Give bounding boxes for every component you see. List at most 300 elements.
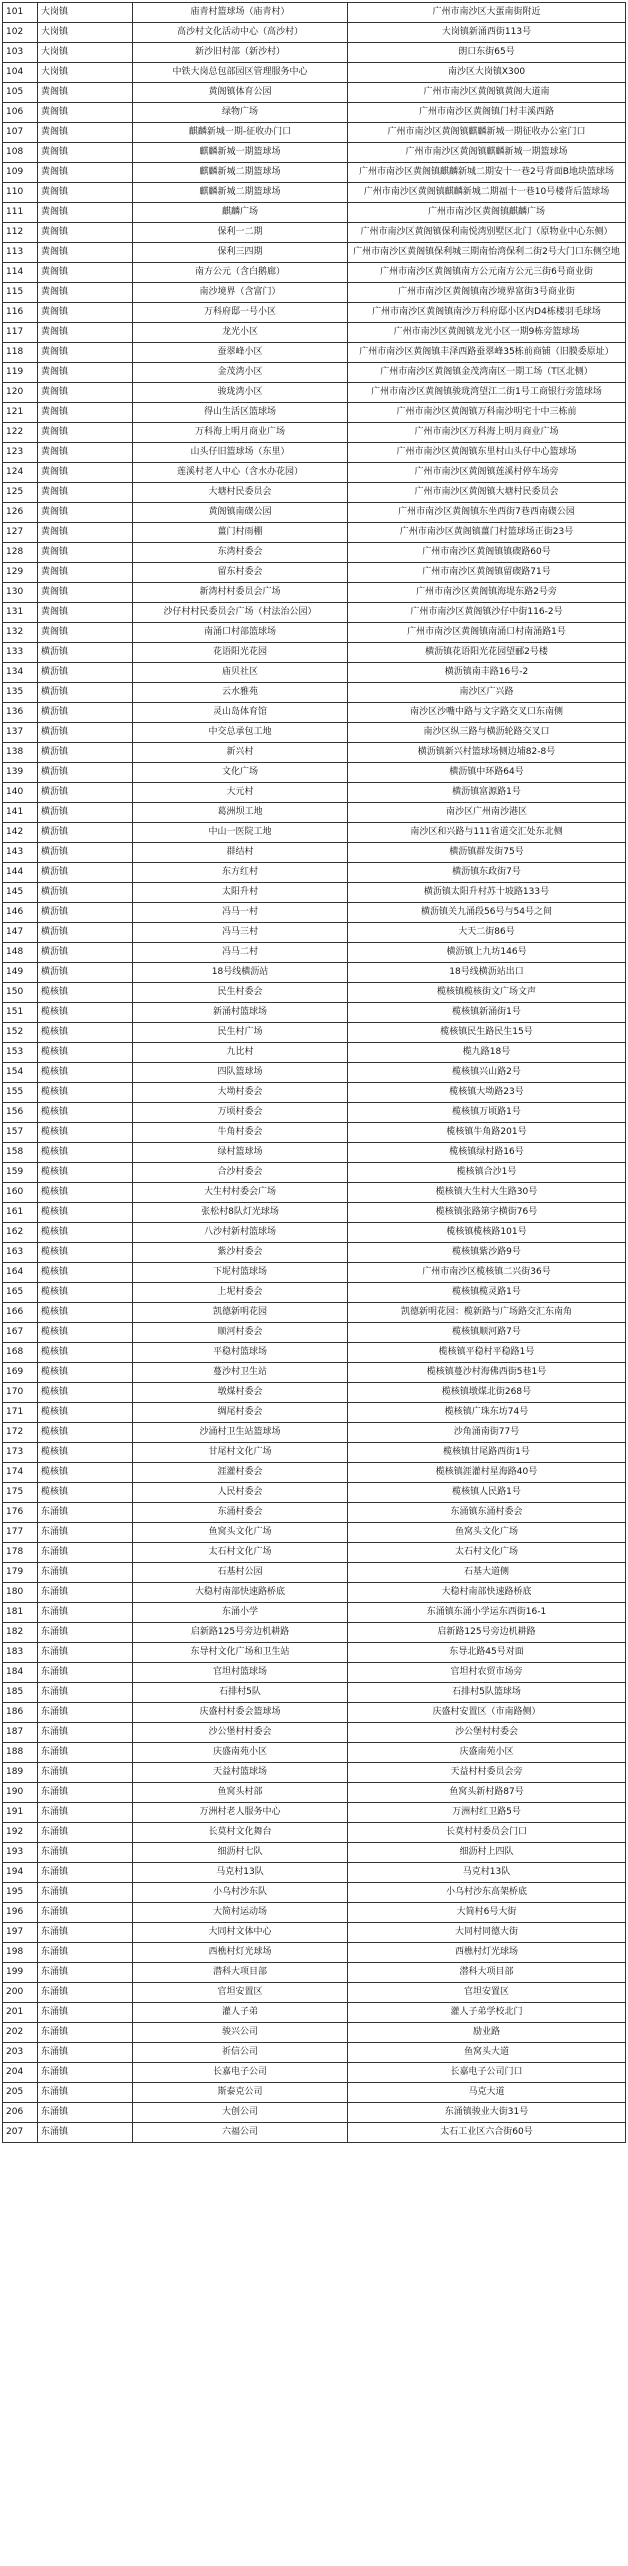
- row-number: 134: [3, 663, 38, 683]
- site-name-cell: 东方红村: [133, 863, 348, 883]
- address-cell: 榄核镇平稳村平稳路1号: [348, 1343, 626, 1363]
- row-number: 196: [3, 1903, 38, 1923]
- site-name-cell: 庆盛南苑小区: [133, 1743, 348, 1763]
- row-number: 165: [3, 1283, 38, 1303]
- table-row: [3, 1303, 626, 1323]
- town-cell: 黄阁镇: [38, 123, 133, 143]
- town-cell: 黄阁镇: [38, 403, 133, 423]
- table-row: [3, 1743, 626, 1763]
- address-cell: 榄核镇榄核路101号: [348, 1223, 626, 1243]
- town-cell: 横沥镇: [38, 663, 133, 683]
- address-cell: 榄核镇绿村路16号: [348, 1143, 626, 1163]
- row-number: 140: [3, 783, 38, 803]
- town-cell: 横沥镇: [38, 903, 133, 923]
- address-cell: 榄核镇万顷路1号: [348, 1103, 626, 1123]
- site-name-cell: 麒麟广场: [133, 203, 348, 223]
- site-name-cell: 花语阳光花园: [133, 643, 348, 663]
- address-cell: 太石村文化广场: [348, 1543, 626, 1563]
- site-name-cell: 石排村5队: [133, 1683, 348, 1703]
- town-cell: 黄阁镇: [38, 623, 133, 643]
- town-cell: 东涌镇: [38, 1963, 133, 1983]
- address-cell: 榄核镇蔓沙村海佛西街5巷1号: [348, 1363, 626, 1383]
- site-name-cell: 东湾村委会: [133, 543, 348, 563]
- table-row: [3, 1603, 626, 1623]
- address-cell: 广州市南沙区黄阁镇丰泽西路蚕翠峰35栋前商铺（旧膜委原址）: [348, 343, 626, 363]
- site-name-cell: 涯灌村委会: [133, 1463, 348, 1483]
- address-cell: 东导北路45号对面: [348, 1643, 626, 1663]
- table-row: [3, 1343, 626, 1363]
- address-cell: 横沥镇东政街7号: [348, 863, 626, 883]
- site-name-cell: 庆盛村村委会篮球场: [133, 1703, 348, 1723]
- row-number: 177: [3, 1523, 38, 1543]
- town-cell: 黄阁镇: [38, 523, 133, 543]
- table-row: [3, 143, 626, 163]
- row-number: 181: [3, 1603, 38, 1623]
- town-cell: 大岗镇: [38, 3, 133, 23]
- town-cell: 榄核镇: [38, 1103, 133, 1123]
- row-number: 178: [3, 1543, 38, 1563]
- site-name-cell: 灌人子弟: [133, 2003, 348, 2023]
- table-row: [3, 1123, 626, 1143]
- row-number: 104: [3, 63, 38, 83]
- row-number: 206: [3, 2103, 38, 2123]
- table-row: [3, 163, 626, 183]
- town-cell: 榄核镇: [38, 1063, 133, 1083]
- row-number: 171: [3, 1403, 38, 1423]
- site-name-cell: 东导村文化广场和卫生站: [133, 1643, 348, 1663]
- row-number: 184: [3, 1663, 38, 1683]
- site-name-cell: 大稳村南部快速路桥底: [133, 1583, 348, 1603]
- address-cell: 东涌镇骏业大街31号: [348, 2103, 626, 2123]
- address-cell: 广州市南沙区黄阁镇南涌口村南涌路1号: [348, 623, 626, 643]
- row-number: 130: [3, 583, 38, 603]
- row-number: 186: [3, 1703, 38, 1723]
- table-row: [3, 843, 626, 863]
- site-name-cell: 群结村: [133, 843, 348, 863]
- row-number: 159: [3, 1163, 38, 1183]
- town-cell: 东涌镇: [38, 1743, 133, 1763]
- row-number: 146: [3, 903, 38, 923]
- table-row: [3, 1943, 626, 1963]
- row-number: 168: [3, 1343, 38, 1363]
- town-cell: 横沥镇: [38, 863, 133, 883]
- address-cell: 榄核镇榄灵路1号: [348, 1283, 626, 1303]
- town-cell: 横沥镇: [38, 703, 133, 723]
- site-name-cell: 民生村委会: [133, 983, 348, 1003]
- town-cell: 东涌镇: [38, 1723, 133, 1743]
- address-cell: 南沙区和兴路与111省道交汇处东北侧: [348, 823, 626, 843]
- table-row: [3, 783, 626, 803]
- site-name-cell: 保利一二期: [133, 223, 348, 243]
- site-name-cell: 得山生活区篮球场: [133, 403, 348, 423]
- row-number: 203: [3, 2043, 38, 2063]
- town-cell: 东涌镇: [38, 1843, 133, 1863]
- row-number: 191: [3, 1803, 38, 1823]
- table-row: [3, 1683, 626, 1703]
- table-row: [3, 223, 626, 243]
- address-cell: 横沥镇太阳升村苏十坡路133号: [348, 883, 626, 903]
- table-row: [3, 503, 626, 523]
- row-number: 129: [3, 563, 38, 583]
- table-row: [3, 243, 626, 263]
- row-number: 105: [3, 83, 38, 103]
- table-row: [3, 1383, 626, 1403]
- site-name-cell: 长嘉电子公司: [133, 2063, 348, 2083]
- row-number: 112: [3, 223, 38, 243]
- table-row: [3, 1783, 626, 1803]
- town-cell: 黄阁镇: [38, 83, 133, 103]
- row-number: 199: [3, 1963, 38, 1983]
- site-name-cell: 麒麟新城一期篮球场: [133, 143, 348, 163]
- site-name-cell: 东涌小学: [133, 1603, 348, 1623]
- row-number: 182: [3, 1623, 38, 1643]
- town-cell: 横沥镇: [38, 963, 133, 983]
- address-cell: 榄核镇张路第字横街76号: [348, 1203, 626, 1223]
- site-name-cell: 蚕翠峰小区: [133, 343, 348, 363]
- address-cell: 广州市南沙区黄阁镇南沙境界富街3号商业街: [348, 283, 626, 303]
- town-cell: 黄阁镇: [38, 343, 133, 363]
- row-number: 164: [3, 1263, 38, 1283]
- site-name-cell: 潜科大项目部: [133, 1963, 348, 1983]
- table-row: [3, 1103, 626, 1123]
- site-name-cell: 平稳村篮球场: [133, 1343, 348, 1363]
- table-row: [3, 2003, 626, 2023]
- address-cell: 大同村同德大街: [348, 1923, 626, 1943]
- table-row: [3, 883, 626, 903]
- table-row: [3, 763, 626, 783]
- address-cell: 广州市南沙区黄阁镇东里村山头仔中心篮球场: [348, 443, 626, 463]
- table-row: [3, 1863, 626, 1883]
- site-name-cell: 新兴村: [133, 743, 348, 763]
- town-cell: 榄核镇: [38, 1263, 133, 1283]
- row-number: 125: [3, 483, 38, 503]
- table-row: [3, 1763, 626, 1783]
- site-name-cell: 黄阁镇体育公园: [133, 83, 348, 103]
- address-cell: 横沥镇上九坊146号: [348, 943, 626, 963]
- row-number: 183: [3, 1643, 38, 1663]
- table-row: [3, 2023, 626, 2043]
- table-row: [3, 1463, 626, 1483]
- address-cell: 沙角涌南街77号: [348, 1423, 626, 1443]
- town-cell: 榄核镇: [38, 1143, 133, 1163]
- site-name-cell: 紫沙村委会: [133, 1243, 348, 1263]
- address-cell: 广州市南沙区榄核镇二兴街36号: [348, 1263, 626, 1283]
- town-cell: 黄阁镇: [38, 243, 133, 263]
- town-cell: 黄阁镇: [38, 603, 133, 623]
- town-cell: 榄核镇: [38, 1363, 133, 1383]
- row-number: 101: [3, 3, 38, 23]
- town-cell: 黄阁镇: [38, 423, 133, 443]
- town-cell: 大岗镇: [38, 43, 133, 63]
- address-cell: 小乌村沙东高架桥底: [348, 1883, 626, 1903]
- town-cell: 榄核镇: [38, 1223, 133, 1243]
- town-cell: 黄阁镇: [38, 223, 133, 243]
- address-cell: 广州市南沙区黄阁镇麒麟新城二期安十一巷2号背面B地块篮球场: [348, 163, 626, 183]
- address-cell: 广州市南沙区黄阁镇门村丰溪西路: [348, 103, 626, 123]
- town-cell: 东涌镇: [38, 1583, 133, 1603]
- table-row: [3, 1143, 626, 1163]
- table-row: [3, 1423, 626, 1443]
- town-cell: 横沥镇: [38, 883, 133, 903]
- table-row: [3, 963, 626, 983]
- row-number: 161: [3, 1203, 38, 1223]
- row-number: 137: [3, 723, 38, 743]
- address-cell: 广州市南沙区万科海上明月商业广场: [348, 423, 626, 443]
- table-row: [3, 1403, 626, 1423]
- town-cell: 榄核镇: [38, 983, 133, 1003]
- town-cell: 黄阁镇: [38, 203, 133, 223]
- site-name-cell: 大生村村委会广场: [133, 1183, 348, 1203]
- row-number: 198: [3, 1943, 38, 1963]
- town-cell: 东涌镇: [38, 1703, 133, 1723]
- row-number: 141: [3, 803, 38, 823]
- test-site-table: [2, 2, 626, 2143]
- row-number: 170: [3, 1383, 38, 1403]
- table-row: [3, 1963, 626, 1983]
- address-cell: 石基大道侧: [348, 1563, 626, 1583]
- site-name-cell: 蔓沙村卫生站: [133, 1363, 348, 1383]
- row-number: 167: [3, 1323, 38, 1343]
- town-cell: 榄核镇: [38, 1403, 133, 1423]
- address-cell: 太石工业区六合街60号: [348, 2123, 626, 2143]
- row-number: 163: [3, 1243, 38, 1263]
- address-cell: 横沥镇富源路1号: [348, 783, 626, 803]
- site-name-cell: 山头仔旧篮球场（东里）: [133, 443, 348, 463]
- site-name-cell: 大塘村民委员会: [133, 483, 348, 503]
- address-cell: 广州市南沙区黄阁镇莲溪村停车场旁: [348, 463, 626, 483]
- table-row: [3, 1163, 626, 1183]
- town-cell: 东涌镇: [38, 1903, 133, 1923]
- row-number: 152: [3, 1023, 38, 1043]
- address-cell: 广州市南沙区黄阁镇薑门村篮球场正街23号: [348, 523, 626, 543]
- town-cell: 黄阁镇: [38, 183, 133, 203]
- table-row: [3, 403, 626, 423]
- row-number: 111: [3, 203, 38, 223]
- row-number: 136: [3, 703, 38, 723]
- address-cell: 广州市南沙区黄阁镇麒麟广场: [348, 203, 626, 223]
- town-cell: 东涌镇: [38, 2043, 133, 2063]
- town-cell: 黄阁镇: [38, 543, 133, 563]
- row-number: 145: [3, 883, 38, 903]
- site-name-cell: 六福公司: [133, 2123, 348, 2143]
- address-cell: 横沥镇南丰路16号-2: [348, 663, 626, 683]
- address-cell: 榄核镇大生村大生路30号: [348, 1183, 626, 1203]
- table-row: [3, 43, 626, 63]
- table-row: [3, 603, 626, 623]
- town-cell: 横沥镇: [38, 783, 133, 803]
- table-row: [3, 563, 626, 583]
- row-number: 201: [3, 2003, 38, 2023]
- town-cell: 黄阁镇: [38, 503, 133, 523]
- address-cell: 广州市南沙区黄阁镇金茂湾南区一期工场（T区北侧）: [348, 363, 626, 383]
- town-cell: 黄阁镇: [38, 443, 133, 463]
- address-cell: 南沙区广兴路: [348, 683, 626, 703]
- row-number: 154: [3, 1063, 38, 1083]
- row-number: 175: [3, 1483, 38, 1503]
- address-cell: 广州市南沙区黄阁镇黄阁大道南: [348, 83, 626, 103]
- table-row: [3, 283, 626, 303]
- address-cell: 励业路: [348, 2023, 626, 2043]
- site-name-cell: 牛角村委会: [133, 1123, 348, 1143]
- row-number: 122: [3, 423, 38, 443]
- town-cell: 黄阁镇: [38, 583, 133, 603]
- row-number: 127: [3, 523, 38, 543]
- town-cell: 东涌镇: [38, 1683, 133, 1703]
- table-row: [3, 103, 626, 123]
- site-name-cell: 大创公司: [133, 2103, 348, 2123]
- table-row: [3, 723, 626, 743]
- address-cell: 横沥镇中环路64号: [348, 763, 626, 783]
- town-cell: 榄核镇: [38, 1383, 133, 1403]
- table-row: [3, 2063, 626, 2083]
- table-row: [3, 623, 626, 643]
- address-cell: 马克村13队: [348, 1863, 626, 1883]
- town-cell: 榄核镇: [38, 1483, 133, 1503]
- site-name-cell: 东涌村委会: [133, 1503, 348, 1523]
- town-cell: 黄阁镇: [38, 463, 133, 483]
- address-cell: 东涌镇东涌村委会: [348, 1503, 626, 1523]
- table-row: [3, 1723, 626, 1743]
- table-row: [3, 583, 626, 603]
- table-row: [3, 2123, 626, 2143]
- town-cell: 黄阁镇: [38, 303, 133, 323]
- row-number: 144: [3, 863, 38, 883]
- address-cell: 大简村6号大街: [348, 1903, 626, 1923]
- address-cell: 横沥镇群发街75号: [348, 843, 626, 863]
- row-number: 197: [3, 1923, 38, 1943]
- table-row: [3, 423, 626, 443]
- site-name-cell: 九比村: [133, 1043, 348, 1063]
- address-cell: 潜科大项目部: [348, 1963, 626, 1983]
- table-row: [3, 903, 626, 923]
- town-cell: 榄核镇: [38, 1083, 133, 1103]
- site-name-cell: 八沙村新村篮球场: [133, 1223, 348, 1243]
- site-name-cell: 顺河村委会: [133, 1323, 348, 1343]
- address-cell: 马克大道: [348, 2083, 626, 2103]
- row-number: 135: [3, 683, 38, 703]
- table-row: [3, 983, 626, 1003]
- table-row: [3, 1583, 626, 1603]
- town-cell: 榄核镇: [38, 1423, 133, 1443]
- town-cell: 榄核镇: [38, 1463, 133, 1483]
- town-cell: 榄核镇: [38, 1183, 133, 1203]
- table-row: [3, 1523, 626, 1543]
- address-cell: 18号线横沥站出口: [348, 963, 626, 983]
- address-cell: 榄核镇紫沙路9号: [348, 1243, 626, 1263]
- table-row: [3, 1543, 626, 1563]
- row-number: 187: [3, 1723, 38, 1743]
- table-row: [3, 823, 626, 843]
- row-number: 160: [3, 1183, 38, 1203]
- address-cell: 鱼窝头文化广场: [348, 1523, 626, 1543]
- site-name-cell: 西樵村灯光球场: [133, 1943, 348, 1963]
- town-cell: 榄核镇: [38, 1023, 133, 1043]
- table-row: [3, 83, 626, 103]
- site-name-cell: 天益村篮球场: [133, 1763, 348, 1783]
- address-cell: 榄核镇人民路1号: [348, 1483, 626, 1503]
- site-name-cell: 墩煤村委会: [133, 1383, 348, 1403]
- address-cell: 广州市南沙区黄阁镇麒麟新城一期篮球场: [348, 143, 626, 163]
- table-row: [3, 3, 626, 23]
- address-cell: 长嘉电子公司门口: [348, 2063, 626, 2083]
- town-cell: 东涌镇: [38, 1803, 133, 1823]
- town-cell: 东涌镇: [38, 1943, 133, 1963]
- site-name-cell: 南涌口村部篮球场: [133, 623, 348, 643]
- site-name-cell: 大元村: [133, 783, 348, 803]
- table-row: [3, 303, 626, 323]
- table-row: [3, 1363, 626, 1383]
- address-cell: 石排村5队篮球场: [348, 1683, 626, 1703]
- town-cell: 横沥镇: [38, 743, 133, 763]
- site-name-cell: 民生村广场: [133, 1023, 348, 1043]
- address-cell: 广州市南沙区黄阁镇保利城三期南怡湾保利二街2号大门口东侧空地: [348, 243, 626, 263]
- table-row: [3, 923, 626, 943]
- site-name-cell: 太石村文化广场: [133, 1543, 348, 1563]
- row-number: 192: [3, 1823, 38, 1843]
- row-number: 119: [3, 363, 38, 383]
- town-cell: 东涌镇: [38, 1563, 133, 1583]
- address-cell: 广州市南沙区黄阁镇骏珑湾望江二街1号工商银行旁篮球场: [348, 383, 626, 403]
- table-row: [3, 643, 626, 663]
- town-cell: 东涌镇: [38, 1663, 133, 1683]
- address-cell: 横沥镇关九涌段56号与54号之间: [348, 903, 626, 923]
- row-number: 150: [3, 983, 38, 1003]
- address-cell: 榄核镇顺河路7号: [348, 1323, 626, 1343]
- address-cell: 广州市南沙区黄阁镇海堤东路2号旁: [348, 583, 626, 603]
- site-name-cell: 四队篮球场: [133, 1063, 348, 1083]
- address-cell: 西樵村灯光球场: [348, 1943, 626, 1963]
- address-cell: 榄核镇涯灌村星海路40号: [348, 1463, 626, 1483]
- row-number: 108: [3, 143, 38, 163]
- site-name-cell: 太阳升村: [133, 883, 348, 903]
- table-row: [3, 1843, 626, 1863]
- table-row: [3, 1263, 626, 1283]
- site-name-cell: 万顷村委会: [133, 1103, 348, 1123]
- site-name-cell: 细沥村七队: [133, 1843, 348, 1863]
- site-name-cell: 文化广场: [133, 763, 348, 783]
- town-cell: 东涌镇: [38, 1823, 133, 1843]
- table-row: [3, 1283, 626, 1303]
- address-cell: 榄核镇牛角路201号: [348, 1123, 626, 1143]
- address-cell: 榄核镇榄核街文广场文声: [348, 983, 626, 1003]
- town-cell: 榄核镇: [38, 1283, 133, 1303]
- site-name-cell: 绿物广场: [133, 103, 348, 123]
- town-cell: 横沥镇: [38, 763, 133, 783]
- site-name-cell: 上坭村委会: [133, 1283, 348, 1303]
- address-cell: 榄核镇墩煤北街268号: [348, 1383, 626, 1403]
- site-name-cell: 张松村8队灯光球场: [133, 1203, 348, 1223]
- row-number: 109: [3, 163, 38, 183]
- table-row: [3, 1443, 626, 1463]
- table-row: [3, 463, 626, 483]
- row-number: 107: [3, 123, 38, 143]
- table-row: [3, 663, 626, 683]
- site-name-cell: 鱼窝头村部: [133, 1783, 348, 1803]
- row-number: 142: [3, 823, 38, 843]
- address-cell: 南沙区广州南沙港区: [348, 803, 626, 823]
- row-number: 174: [3, 1463, 38, 1483]
- row-number: 148: [3, 943, 38, 963]
- row-number: 169: [3, 1363, 38, 1383]
- town-cell: 黄阁镇: [38, 563, 133, 583]
- site-name-cell: 官坦安置区: [133, 1983, 348, 2003]
- table-row: [3, 1703, 626, 1723]
- site-name-cell: 冯马二村: [133, 943, 348, 963]
- site-name-cell: 黄阁镇南碶公园: [133, 503, 348, 523]
- town-cell: 大岗镇: [38, 23, 133, 43]
- town-cell: 东涌镇: [38, 1643, 133, 1663]
- site-name-cell: 中交总承包工地: [133, 723, 348, 743]
